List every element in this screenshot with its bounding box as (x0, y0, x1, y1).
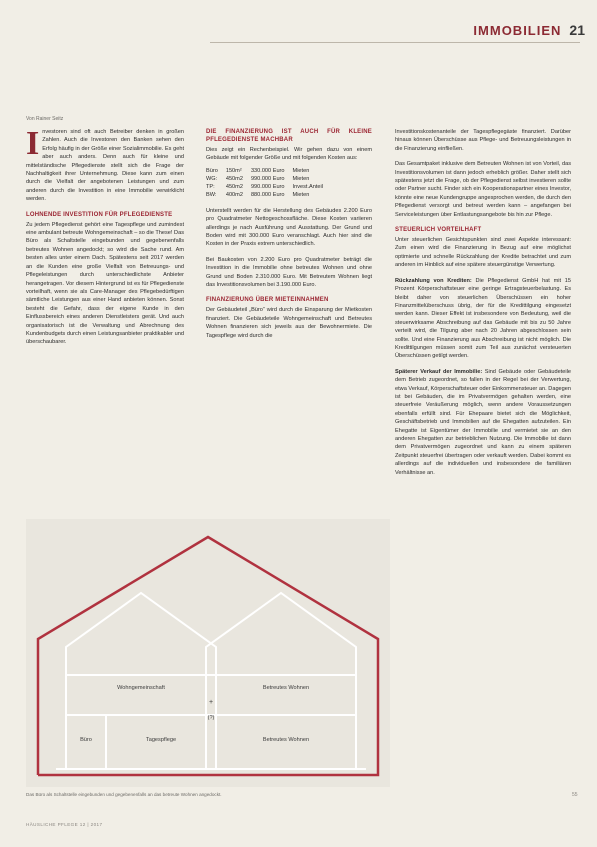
label-betreutes-wohnen-1: Betreutes Wohnen (262, 685, 310, 691)
cost-cell: Invest.Anteil (292, 183, 324, 190)
cost-row (206, 167, 331, 175)
lead-rueckzahlung: Rückzahlung von Krediten: (395, 277, 472, 284)
heading-steuerlich: STEUERLICH VORTEILHAFT (395, 227, 482, 234)
cost-row (206, 191, 331, 199)
heading-finanzierung-machbar: DIE FINANZIERUNG IST AUCH FÜR KLEINE PFLEGEDIENSTE MACHBAR (206, 129, 372, 143)
heading-lohnende-investition: LOHNENDE INVESTITION FÜR PFLEGEDIENSTE (26, 211, 173, 218)
label-plus: + (208, 699, 214, 706)
header-rule (210, 42, 580, 43)
cost-cell: 150m² (225, 167, 242, 174)
cost-cell: 990.000 Euro (250, 175, 285, 182)
intro-text: nvestoren sind oft auch Betreiber denken in großen Zahlen. Auch die Investoren den Banken sehen den Erfolg häufig in der Größe einer Sozialimmobilie. Es geht aber auch anders. Denn auch für kleine und mittelständische Pflegedienste stellt sich die Frage der Nachhaltigkeit ihrer Unternehmung. Diese kann zum einen durch die Vielfalt der angebotenen Leistungen und zum anderen durch die Investition in eine Immobilie verwirklicht werden. (26, 129, 184, 203)
lead-verkauf: Späterer Verkauf der Immobilie: (395, 368, 483, 375)
cost-row (206, 183, 331, 191)
intro-paragraph (26, 125, 184, 204)
label-question: (?) (207, 715, 215, 721)
building-diagram (26, 519, 390, 787)
building-diagram-svg (26, 519, 390, 787)
column-2 (206, 128, 372, 347)
cost-cell: 450m2 (225, 175, 243, 182)
cost-cell: WG: (206, 175, 218, 182)
col1-body: Zu jedem Pflegedienst gehört eine Tagespflege und zumindest eine ambulant betreute Wohngemeinschaft – so die These! Das Büro als Schaltstelle eingebunden und gegebenenfalls betreutes Wohnen angedockt; so wird die Sache rund. Am besten alles unter einem Dach. Spätestens seit 2017 werden an die Kunden eine große Vielfalt von Betreuungs- und Pflegeleistungen durch unterschiedlichste Anbieter herangetragen. Vor diesem Hintergrund ist es für Pflegedienste vorteilhaft, wenn sie als Care-Manager des Pflegebedürftigen sämtliche Leistungen aus einer Hand anbieten können. Sonst besteht die Gefahr, dass der eigene Kunde in den Einflussbereich eines anderen Dienstleisters gerät. Und auch organisatorisch ist die Verwaltung und Abrechnung des Kundenbudgets durch einen Leistungsanbieter praktikabler und überschaubarer. (26, 221, 184, 346)
header-page-number: 21 (569, 22, 585, 38)
col2-paragraph-1: Unterstellt werden für die Herstellung des Gebäudes 2.200 Euro pro Quadratmeter Nettogeschossfläche. Diese Kosten variieren allerdings je nach Ausführung und Ausstattung. Der Grund und Boden wird mit 300.000 Euro veranschlagt. Auch hier sind die Kosten in der Praxis extrem unterschiedlich. (206, 207, 372, 248)
figure-caption: Das Büro als Schaltstelle eingebunden und gegebenenfalls an das betreute Wohnen angedockt. (26, 792, 222, 797)
col2-intro: Dies zeigt ein Rechenbeispiel. Wir gehen dazu von einem Gebäude mit folgender Größe und mit folgenden Kosten aus: (206, 147, 372, 162)
page-number: 55 (572, 792, 578, 798)
cost-cell: 880.000 Euro (250, 191, 285, 198)
col3-paragraph-1: Investitionskostenanteile der Tagespflegegäste finanziert. Darüber hinaus können Überschüsse aus Pflege- und Betreuungsleistungen in die Finanzierung einfließen. (395, 129, 571, 152)
text-rueckzahlung: Die Pflegedienst GmbH hat mit 15 Prozent Körperschaftsteuer eine geringe Ertragsteuerbelastung. Es bleibt daher von steuerlichen Überschüssen ein hoher Finanzmittelüberschuss übrig, der für die Kredittilgung eingesetzt werden kann. Dieser Effekt ist insbesondere von Bedeutung, weil die steuerwirksame Abschreibung auf das Gebäude mit bis zu 50 Jahre verteilt wird, die Tilgung aber nach 20 Jahren abgeschlossen sein sollte. Und eine Finanzierung aus Abschreibung ist nicht möglich. Die Kredittilgungen müssen somit zum Teil aus zunächst versteuerten Überschüssen getilgt werden. (395, 277, 571, 360)
label-betreutes-wohnen-2: Betreutes Wohnen (262, 737, 310, 743)
col2-paragraph-3: Der Gebäudeteil „Büro“ wird durch die Einsparung der Mietkosten finanziert. Die Gebäudeteile Wohngemeinschaft und Betreutes Wohnen finanzieren sich jeweils aus der Bewohnermiete. Die Tagespflege wird durch die (206, 307, 372, 339)
author-line: Von Rainer Seitz (26, 116, 64, 122)
col3-paragraph-4 (395, 277, 571, 361)
cost-cell: Mieten (292, 191, 310, 198)
cost-cell: Büro (206, 167, 218, 174)
col3-paragraph-2: Das Gesamtpaket inklusive dem Betreuten Wohnen ist von Vorteil, das Investitionsvolumen ist dann jedoch erheblich größer. Daher stellt sich spätestens jetzt die Frage, ob der Pflegedienst selbst investieren sollte oder Partner sucht. Finder sich ein Kooperationspartner eines Investor, könnte eine neue Kundengruppe angesprochen werden, die durch den Pflegedienst versorgt und betreut werden kann – angefangen bei Serviceleistungen über Entlastungsangebote bis hin zur Pflege. (395, 161, 571, 218)
cost-table (206, 167, 331, 199)
label-tagespflege: Tagespflege (145, 737, 177, 743)
page-header (0, 20, 585, 40)
label-buero: Büro (80, 737, 92, 743)
cost-cell: Mieten (292, 175, 310, 182)
cost-cell: Mieten (292, 167, 310, 174)
cost-cell: 330.000 Euro (250, 167, 285, 174)
cost-cell: 450m2 (225, 183, 243, 190)
cost-row (206, 175, 331, 183)
heading-mieteinnahmen: FINANZIERUNG ÜBER MIETEINNAHMEN (206, 297, 329, 304)
column-3 (395, 128, 571, 484)
footer: HÄUSLICHE PFLEGE 12 | 2017 (26, 822, 103, 827)
section-title: IMMOBILIEN (473, 22, 562, 38)
cost-cell: 400m2 (225, 191, 243, 198)
col3-paragraph-3: Unter steuerlichen Gesichtspunkten sind zwei Aspekte interessant: Zum einen wird die Finanzierung in Bezug auf eine möglichst optimierte und schnelle Rückzahlung der Kredite betrachtet und zum anderen im Hinblick auf eine spätere steuergünstige Verwertung. (395, 237, 571, 269)
drop-cap: I (26, 125, 40, 162)
text-verkauf: Sind Gebäude oder Gebäudeteile dem Betrieb zugeordnet, so fallen in der Regel bei der Verwertung, etwa Verkauf, Körperschaftsteuer oder Einkommensteuer an. Dagegen ist bei Gebäuden, die im Privatvermögen gehalten werden, eine steuerfreie Veräußerung möglich, wenn andere Voraussetzungen ebenfalls erfüllt sind. Für Ehepaare bietet sich die Möglichkeit, Geschäftsbetrieb und Immobilien auf die Ehegatten aufzuteilen. Ein Ehegatte ist Eigentümer der Immobilie und vermietet sie an den anderen Ehegatten zur betrieblichen Nutzung. Die Immobilie ist dann dem Privatvermögen zugeordnet und kann zu einem späteren Zeitpunkt steuerfrei übertragen oder verkauft werden. Dabei kommt es allerdings auf die individuellen und insbesondere die familiären Verhältnisse an. (395, 368, 572, 476)
label-wohngemeinschaft: Wohngemeinschaft (117, 685, 165, 691)
col2-paragraph-2: Bei Baukosten von 2.200 Euro pro Quadratmeter beträgt die Investition in die Immobilie ohne betreutes Wohnen und ohne Grund und Boden 2.310.000 Euro. Mit Betreutem Wohnen liegt das Investitionsvolumen bei 3.190.000 Euro. (206, 256, 372, 289)
cost-cell: TP: (206, 183, 215, 190)
column-1 (26, 125, 184, 354)
cost-cell: 990.000 Euro (250, 183, 285, 190)
col3-paragraph-5 (395, 368, 571, 477)
cost-cell: BW: (206, 191, 217, 198)
